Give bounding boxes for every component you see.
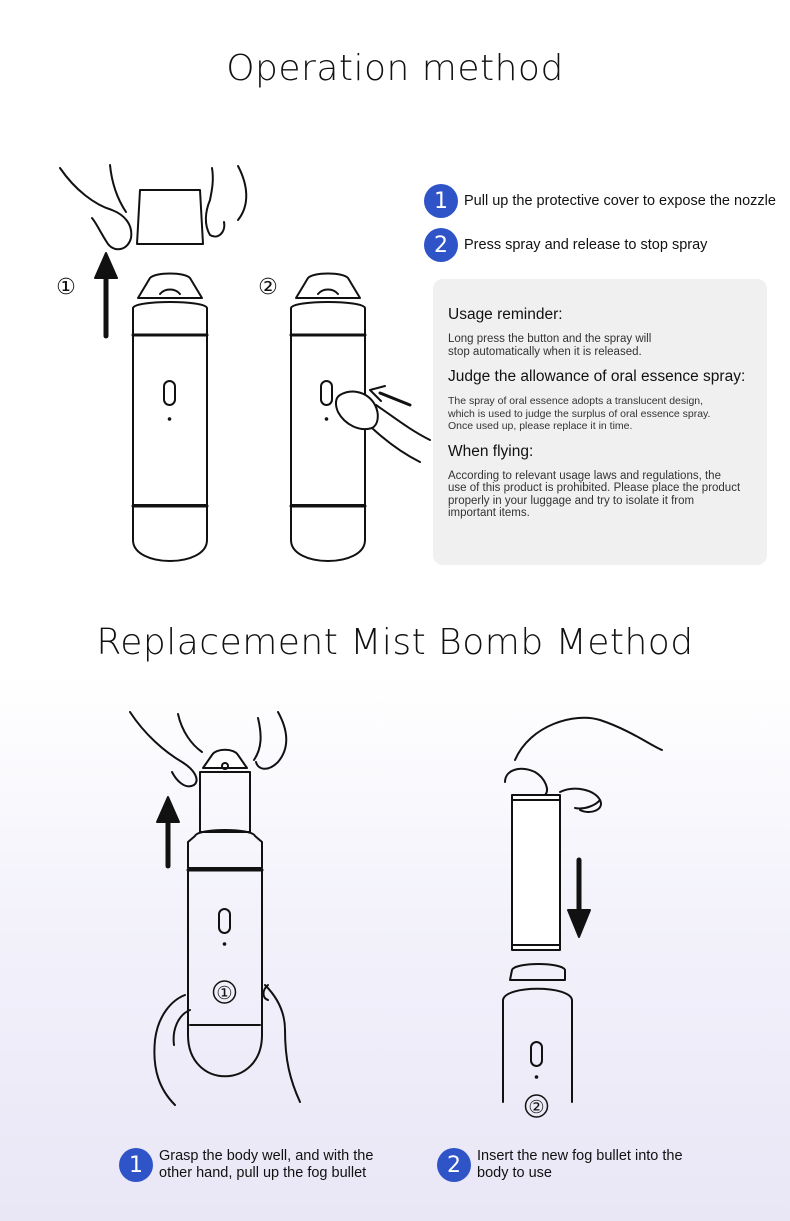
replacement-step-2-text: Insert the new fog bullet into the body to use xyxy=(477,1148,683,1181)
allowance-text: The spray of oral essence adopts a translucent design, which is used to judge the surplus of oral essence spray. Once used up, please replace it in time. xyxy=(448,395,711,432)
flying-text: According to relevant usage laws and regulations, the use of this product is prohibited. Please place the product properly in your luggage and try to isolate it from important items. xyxy=(448,469,741,519)
replacement-illustration-1 xyxy=(130,712,300,1105)
operation-step-1-text: Pull up the protective cover to expose the nozzle xyxy=(464,193,776,209)
replacement-illustration-2 xyxy=(503,718,662,1117)
device-illustration-2 xyxy=(291,274,430,562)
allowance-heading: Judge the allowance of oral essence spray: xyxy=(448,368,746,385)
step-badge-2: 2 xyxy=(424,228,458,262)
replacement-step-1 xyxy=(119,1148,373,1182)
usage-reminder-heading: Usage reminder: xyxy=(448,306,563,323)
replacement-badge-1: 1 xyxy=(119,1148,153,1182)
step-badge-1: 1 xyxy=(424,184,458,218)
replacement-badge-2: 2 xyxy=(437,1148,471,1182)
operation-step-2 xyxy=(424,228,707,262)
replacement-step-2 xyxy=(437,1148,683,1182)
operation-step-2-text: Press spray and release to stop spray xyxy=(464,237,708,253)
replacement-method-title: Replacement Mist Bomb Method xyxy=(96,622,694,663)
diagram-label-1: ① xyxy=(56,275,76,300)
diagram-label-2: ② xyxy=(258,275,278,300)
device-illustration-1 xyxy=(60,165,246,561)
flying-heading: When flying: xyxy=(448,442,534,460)
operation-method-title: Operation method xyxy=(226,48,564,89)
replacement-label-2: ② xyxy=(528,1097,545,1118)
replacement-step-1-text: Grasp the body well, and with the other hand, pull up the fog bullet xyxy=(159,1148,374,1181)
usage-reminder-text: Long press the button and the spray will stop automatically when it is released. xyxy=(448,333,652,358)
replacement-label-1: ① xyxy=(216,983,233,1004)
usage-reminder-panel xyxy=(433,279,767,565)
operation-step-1 xyxy=(424,184,776,218)
